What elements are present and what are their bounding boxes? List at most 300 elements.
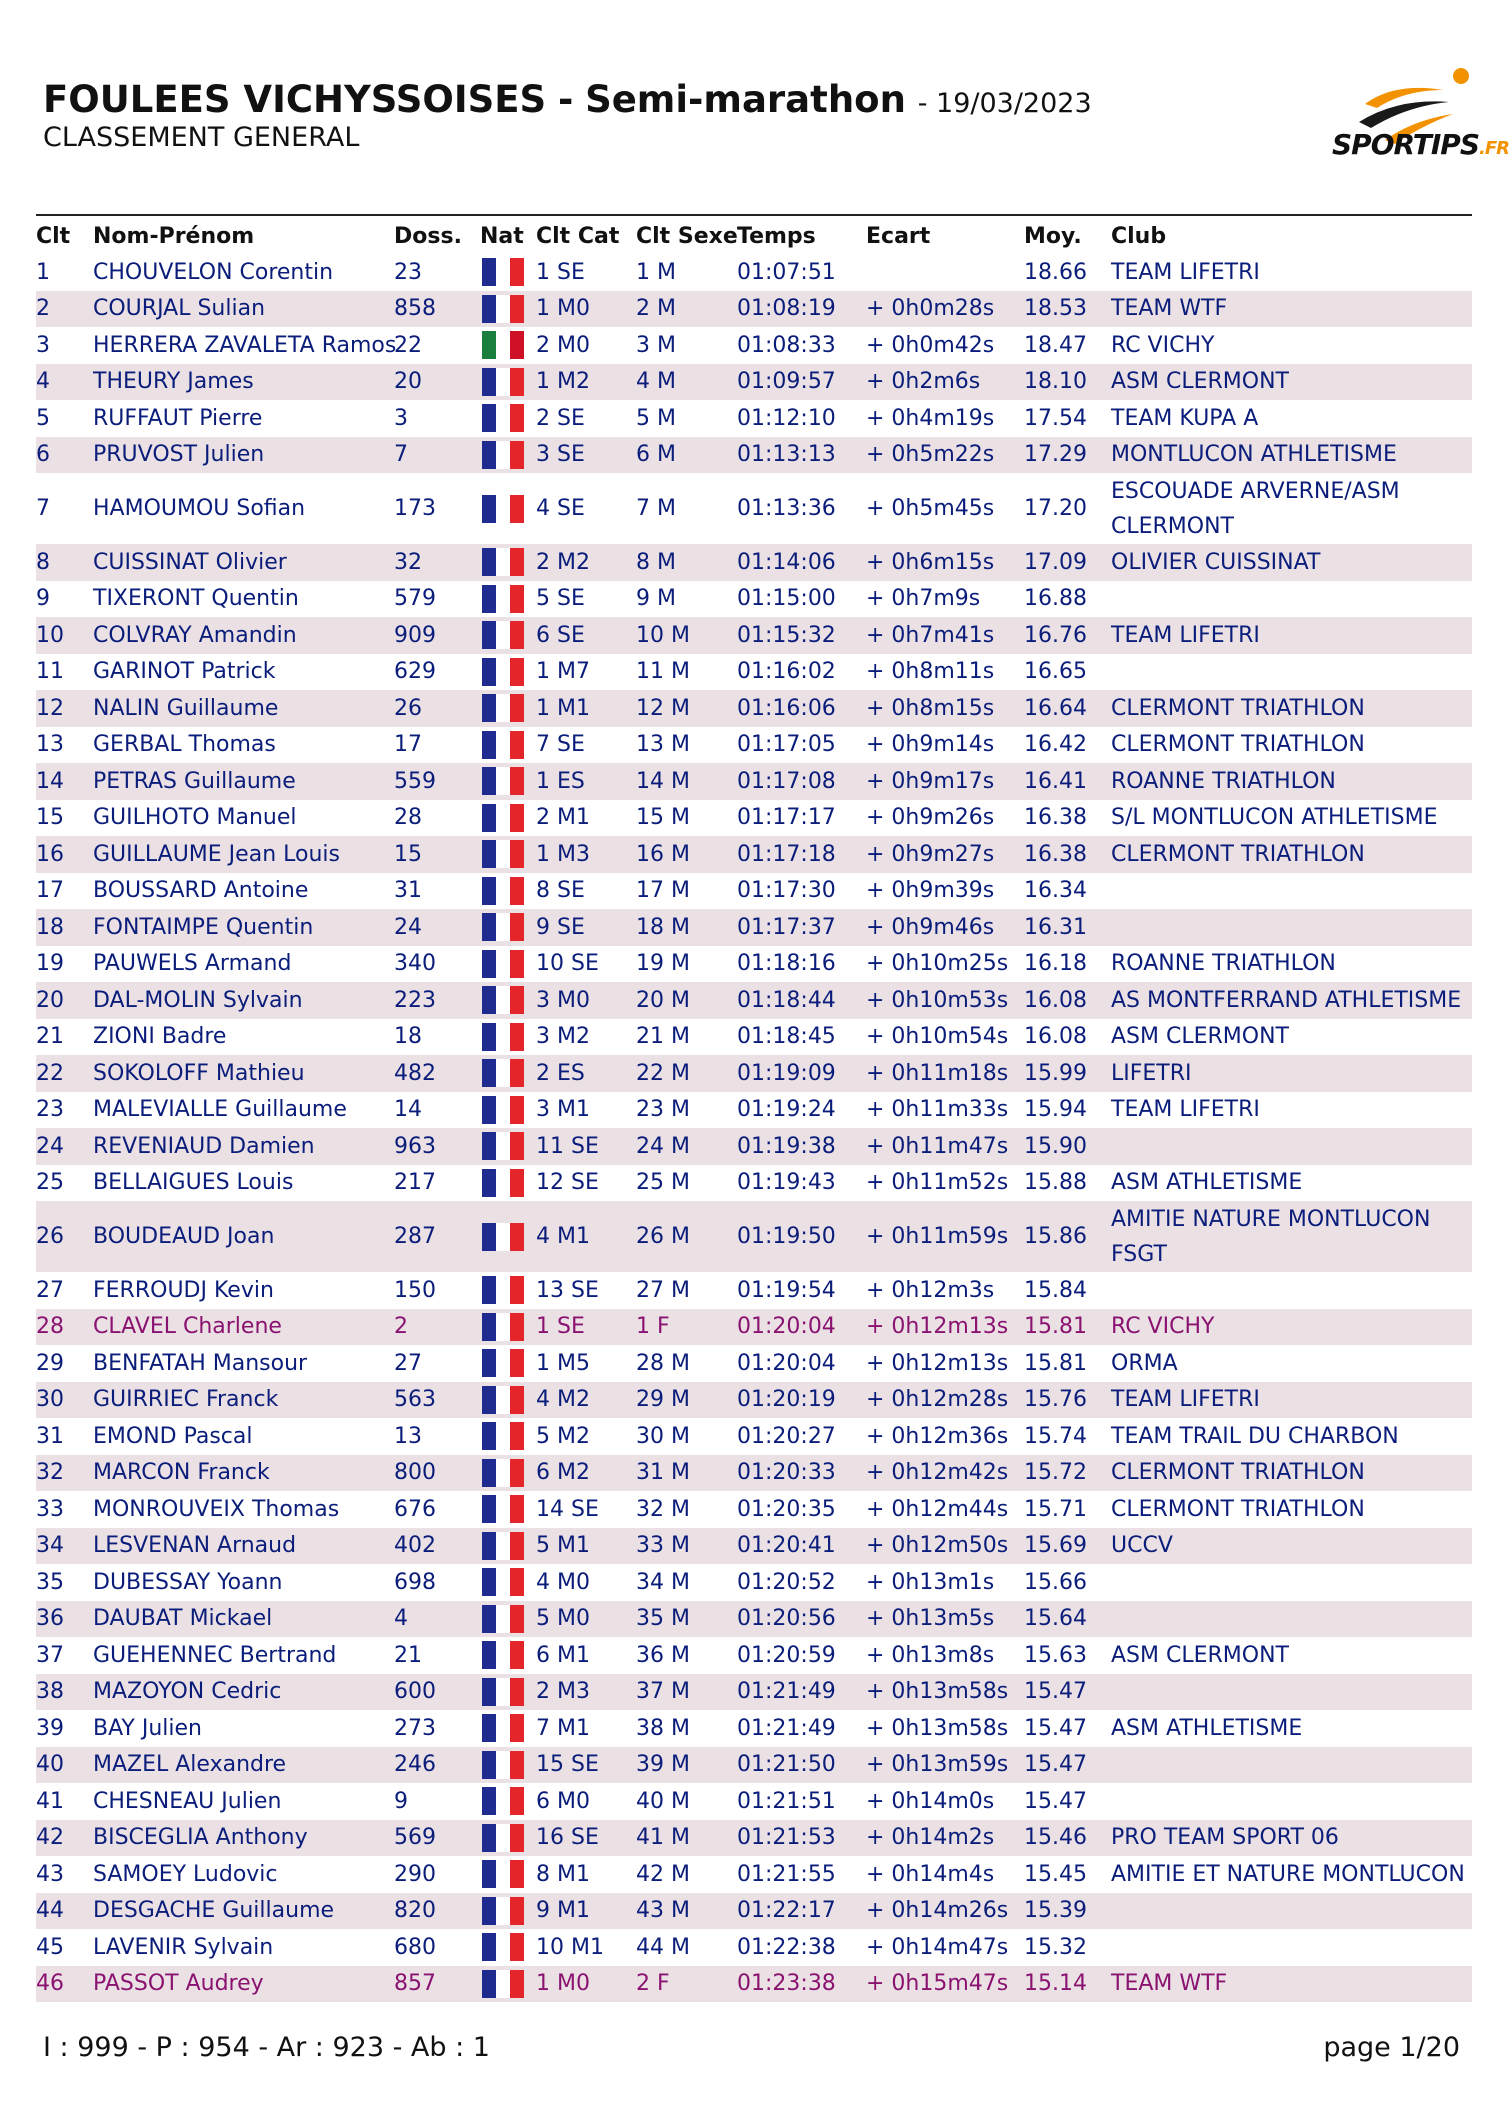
rank-cell: 21 <box>36 1024 64 1050</box>
runner-name: DESGACHE Guillaume <box>93 1893 394 1930</box>
gender-rank: 8 M <box>636 544 737 581</box>
rank-cell: 45 <box>36 1934 64 1960</box>
finish-time: 01:19:50 <box>737 1201 866 1272</box>
runner-name: SOKOLOFF Mathieu <box>93 1055 394 1092</box>
finish-time: 01:22:38 <box>737 1934 836 1960</box>
nationality-flag <box>480 1783 536 1820</box>
runner-name: MAZOYON Cedric <box>93 1674 394 1711</box>
rank-cell: 27 <box>36 1277 64 1303</box>
finish-time: 01:20:41 <box>737 1528 866 1565</box>
average-speed: 16.41 <box>1024 763 1111 800</box>
bib-number: 27 <box>394 1350 422 1376</box>
nationality-flag <box>480 1637 536 1674</box>
category-rank: 3 SE <box>536 437 636 474</box>
nationality-flag <box>480 1055 536 1092</box>
race-stats: I : 999 - P : 954 - Ar : 923 - Ab : 1 <box>43 2032 490 2063</box>
average-speed: 15.86 <box>1024 1201 1111 1272</box>
bib-number: 15 <box>394 836 480 873</box>
category-rank: 2 M2 <box>536 544 636 581</box>
category-rank: 14 SE <box>536 1496 599 1522</box>
category-rank: 1 SE <box>536 259 585 285</box>
bib-number: 680 <box>394 1934 436 1960</box>
time-gap: + 0h14m26s <box>866 1893 1024 1930</box>
average-speed: 16.65 <box>1024 659 1087 685</box>
rank-cell: 10 <box>36 617 93 654</box>
col-temps: Temps <box>737 223 816 249</box>
gender-rank: 13 M <box>636 732 690 758</box>
time-gap: + 0h13m58s <box>866 1674 1024 1711</box>
table-row <box>36 654 1472 691</box>
title-separator: - <box>557 78 574 121</box>
finish-time: 01:09:57 <box>737 364 866 401</box>
bib-number: 402 <box>394 1528 480 1565</box>
rank-cell: 24 <box>36 1128 93 1165</box>
nationality-flag <box>480 836 536 873</box>
time-gap: + 0h15m47s <box>866 1966 1024 2003</box>
club-name: CLERMONT TRIATHLON <box>1111 732 1365 758</box>
nationality-flag <box>480 1455 536 1492</box>
logo-suffix: .FR <box>1479 138 1509 159</box>
runner-name: COLVRAY Amandin <box>93 617 394 654</box>
category-rank: 7 M1 <box>536 1715 590 1741</box>
nationality-flag <box>480 909 536 946</box>
table-row <box>36 1564 1472 1601</box>
rank-cell: 14 <box>36 763 93 800</box>
category-rank: 5 SE <box>536 586 585 612</box>
bib-number: 698 <box>394 1569 436 1595</box>
category-rank: 2 M3 <box>536 1674 636 1711</box>
club-name <box>1111 1783 1472 1820</box>
col-sexe: Clt Sexe <box>636 223 738 249</box>
table-row <box>36 364 1472 401</box>
nationality-flag <box>480 1601 536 1638</box>
gender-rank: 7 M <box>636 496 676 521</box>
gender-rank: 5 M <box>636 405 676 431</box>
average-speed: 15.32 <box>1024 1934 1087 1960</box>
club-name: TEAM WTF <box>1111 291 1472 328</box>
average-speed: 16.31 <box>1024 909 1111 946</box>
france-flag-icon <box>482 1933 524 1961</box>
time-gap: + 0h13m8s <box>866 1642 995 1668</box>
category-rank: 7 SE <box>536 732 585 758</box>
category-rank: 10 M1 <box>536 1934 604 1960</box>
runner-name: LAVENIR Sylvain <box>93 1934 274 1960</box>
finish-time: 01:08:19 <box>737 291 866 328</box>
time-gap: + 0h14m0s <box>866 1788 995 1814</box>
runner-name: BOUDEAUD Joan <box>93 1201 394 1272</box>
col-club: Club <box>1111 223 1167 249</box>
gender-rank: 10 M <box>636 617 737 654</box>
average-speed: 16.76 <box>1024 617 1111 654</box>
bib-number: 482 <box>394 1055 480 1092</box>
club-name: ASM CLERMONT <box>1111 1024 1289 1050</box>
gender-rank: 29 M <box>636 1382 737 1419</box>
rank-cell: 38 <box>36 1674 93 1711</box>
gender-rank: 31 M <box>636 1455 737 1492</box>
gender-rank: 19 M <box>636 951 690 977</box>
category-rank: 6 M1 <box>536 1642 590 1668</box>
bib-number: 629 <box>394 659 436 685</box>
average-speed: 16.08 <box>1024 982 1111 1019</box>
table-row <box>36 473 1472 544</box>
france-flag-icon <box>482 1970 524 1998</box>
gender-rank: 4 M <box>636 364 737 401</box>
table-row <box>36 1309 1472 1346</box>
rank-cell: 44 <box>36 1893 93 1930</box>
france-flag-icon <box>482 1751 524 1779</box>
finish-time: 01:19:09 <box>737 1055 866 1092</box>
nationality-flag <box>480 1309 536 1346</box>
bib-number: 3 <box>394 405 408 431</box>
category-rank: 1 M2 <box>536 364 636 401</box>
rank-cell: 13 <box>36 732 64 758</box>
france-flag-icon <box>482 1605 524 1633</box>
france-flag-icon <box>482 1568 524 1596</box>
nationality-flag <box>480 254 536 291</box>
gender-rank: 36 M <box>636 1642 690 1668</box>
club-name: OLIVIER CUISSINAT <box>1111 544 1472 581</box>
runner-name: THEURY James <box>93 364 394 401</box>
finish-time: 01:21:49 <box>737 1674 866 1711</box>
france-flag-icon <box>482 694 524 722</box>
average-speed: 15.39 <box>1024 1893 1111 1930</box>
average-speed: 15.88 <box>1024 1170 1087 1196</box>
gender-rank: 33 M <box>636 1528 737 1565</box>
category-rank: 13 SE <box>536 1277 599 1303</box>
club-name <box>1111 581 1472 618</box>
table-row <box>36 1528 1472 1565</box>
results-table <box>36 218 1472 2002</box>
runner-name: GUILHOTO Manuel <box>93 805 297 831</box>
france-flag-icon <box>482 585 524 613</box>
gender-rank: 9 M <box>636 586 676 612</box>
nationality-flag <box>480 1165 536 1202</box>
table-row <box>36 1893 1472 1930</box>
finish-time: 01:19:43 <box>737 1170 836 1196</box>
category-rank: 2 M1 <box>536 805 590 831</box>
france-flag-icon <box>482 1276 524 1304</box>
france-flag-icon <box>482 1096 524 1124</box>
average-speed: 15.90 <box>1024 1128 1111 1165</box>
race-name: Semi-marathon <box>585 78 906 121</box>
club-name: ASM ATHLETISME <box>1111 1170 1303 1196</box>
time-gap: + 0h12m36s <box>866 1423 1009 1449</box>
club-name: TEAM LIFETRI <box>1111 1382 1472 1419</box>
table-row <box>36 1966 1472 2003</box>
category-rank: 1 ES <box>536 763 636 800</box>
average-speed: 15.71 <box>1024 1496 1087 1522</box>
rank-cell: 1 <box>36 259 50 285</box>
bib-number: 9 <box>394 1788 408 1814</box>
rank-cell: 23 <box>36 1097 64 1123</box>
gender-rank: 6 M <box>636 437 737 474</box>
france-flag-icon <box>482 368 524 396</box>
average-speed: 15.47 <box>1024 1788 1087 1814</box>
france-flag-icon <box>482 913 524 941</box>
nationality-flag <box>480 400 536 437</box>
gender-rank: 1 M <box>636 259 676 285</box>
france-flag-icon <box>482 950 524 978</box>
nationality-flag <box>480 1128 536 1165</box>
club-name: ROANNE TRIATHLON <box>1111 763 1472 800</box>
club-name <box>1111 1747 1472 1784</box>
table-row <box>36 1783 1472 1820</box>
rank-cell: 12 <box>36 690 93 727</box>
france-flag-icon <box>482 658 524 686</box>
col-moy: Moy. <box>1024 223 1082 249</box>
average-speed: 15.63 <box>1024 1642 1087 1668</box>
club-name <box>1111 909 1472 946</box>
runner-name: PASSOT Audrey <box>93 1966 394 2003</box>
club-name: TEAM KUPA A <box>1111 405 1259 431</box>
time-gap: + 0h2m6s <box>866 364 1024 401</box>
club-name: MONTLUCON ATHLETISME <box>1111 437 1472 474</box>
category-rank: 1 M7 <box>536 659 590 685</box>
rank-cell: 11 <box>36 659 64 685</box>
category-rank: 1 SE <box>536 1309 636 1346</box>
category-rank: 11 SE <box>536 1128 636 1165</box>
rank-cell: 37 <box>36 1642 64 1668</box>
gender-rank: 30 M <box>636 1423 690 1449</box>
club-name: TEAM LIFETRI <box>1111 1097 1260 1123</box>
rank-cell: 3 <box>36 332 50 358</box>
table-row <box>36 291 1472 328</box>
france-flag-icon <box>482 1897 524 1925</box>
france-flag-icon <box>482 621 524 649</box>
category-rank: 3 M1 <box>536 1097 590 1123</box>
france-flag-icon <box>482 1349 524 1377</box>
club-name: TEAM LIFETRI <box>1111 259 1260 285</box>
average-speed: 16.18 <box>1024 951 1087 977</box>
col-nat: Nat <box>480 223 524 249</box>
runner-name: CUISSINAT Olivier <box>93 544 394 581</box>
runner-name: RUFFAUT Pierre <box>93 405 263 431</box>
bib-number: 857 <box>394 1966 480 2003</box>
rank-cell: 25 <box>36 1170 64 1196</box>
table-row <box>36 800 1472 837</box>
club-name: ASM ATHLETISME <box>1111 1715 1303 1741</box>
category-rank: 4 SE <box>536 496 585 521</box>
runner-name: EMOND Pascal <box>93 1423 253 1449</box>
runner-name: HAMOUMOU Sofian <box>93 496 306 521</box>
france-flag-icon <box>482 840 524 868</box>
runner-name: MARCON Franck <box>93 1455 394 1492</box>
france-flag-icon <box>482 495 524 523</box>
average-speed: 15.99 <box>1024 1055 1111 1092</box>
club-name: ROANNE TRIATHLON <box>1111 951 1336 977</box>
rank-cell: 40 <box>36 1747 93 1784</box>
gender-rank: 16 M <box>636 836 737 873</box>
table-row <box>36 1201 1472 1272</box>
category-rank: 6 M0 <box>536 1788 590 1814</box>
average-speed: 16.08 <box>1024 1024 1087 1050</box>
gender-rank: 18 M <box>636 909 737 946</box>
time-gap: + 0h14m4s <box>866 1861 995 1887</box>
finish-time: 01:18:16 <box>737 951 836 977</box>
club-name: RC VICHY <box>1111 1309 1472 1346</box>
category-rank: 8 SE <box>536 878 585 904</box>
table-row <box>36 1455 1472 1492</box>
average-speed: 15.69 <box>1024 1528 1111 1565</box>
finish-time: 01:21:55 <box>737 1861 836 1887</box>
average-speed: 15.45 <box>1024 1861 1087 1887</box>
gender-rank: 14 M <box>636 763 737 800</box>
time-gap: + 0h8m15s <box>866 690 1024 727</box>
finish-time: 01:13:13 <box>737 437 866 474</box>
table-row <box>36 400 1472 437</box>
table-row <box>36 254 1472 291</box>
runner-name: DAUBAT Mickael <box>93 1601 394 1638</box>
table-row <box>36 1272 1472 1309</box>
runner-name: PETRAS Guillaume <box>93 763 394 800</box>
table-row <box>36 1418 1472 1455</box>
finish-time: 01:20:56 <box>737 1601 866 1638</box>
bib-number: 858 <box>394 291 480 328</box>
gender-rank: 40 M <box>636 1788 690 1814</box>
france-flag-icon <box>482 1860 524 1888</box>
club-name: CLERMONT TRIATHLON <box>1111 690 1472 727</box>
rank-cell: 9 <box>36 586 50 612</box>
club-name <box>1111 1929 1472 1966</box>
gender-rank: 20 M <box>636 982 737 1019</box>
gender-rank: 21 M <box>636 1024 690 1050</box>
average-speed: 15.47 <box>1024 1747 1111 1784</box>
table-row <box>36 327 1472 364</box>
time-gap: + 0h8m11s <box>866 659 995 685</box>
bib-number: 24 <box>394 909 480 946</box>
nationality-flag <box>480 982 536 1019</box>
club-name: TEAM LIFETRI <box>1111 617 1472 654</box>
table-row <box>36 873 1472 910</box>
france-flag-icon <box>482 1313 524 1341</box>
finish-time: 01:08:33 <box>737 332 836 358</box>
time-gap: + 0h4m19s <box>866 405 995 431</box>
bib-number: 17 <box>394 732 422 758</box>
rank-cell: 5 <box>36 405 50 431</box>
col-cat: Clt Cat <box>536 223 620 249</box>
finish-time: 01:07:51 <box>737 259 836 285</box>
runner-name: COURJAL Sulian <box>93 291 394 328</box>
france-flag-icon <box>482 1641 524 1669</box>
rank-cell: 41 <box>36 1788 64 1814</box>
bib-number: 23 <box>394 259 422 285</box>
club-name <box>1111 873 1472 910</box>
category-rank: 2 SE <box>536 405 585 431</box>
table-row <box>36 1491 1472 1528</box>
club-name <box>1111 1128 1472 1165</box>
runner-name: GUEHENNEC Bertrand <box>93 1642 337 1668</box>
table-row <box>36 1128 1472 1165</box>
bib-number: 290 <box>394 1861 436 1887</box>
time-gap: + 0h11m52s <box>866 1170 1009 1196</box>
finish-time: 01:16:06 <box>737 690 866 727</box>
bib-number: 14 <box>394 1097 422 1123</box>
bib-number: 273 <box>394 1715 436 1741</box>
category-rank: 1 M3 <box>536 836 636 873</box>
runner-name: CLAVEL Charlene <box>93 1309 394 1346</box>
average-speed: 16.64 <box>1024 690 1111 727</box>
bib-number: 32 <box>394 544 480 581</box>
finish-time: 01:21:53 <box>737 1820 866 1857</box>
finish-time: 01:21:50 <box>737 1747 866 1784</box>
france-flag-icon <box>482 404 524 432</box>
header-divider <box>36 214 1472 216</box>
finish-time: 01:20:04 <box>737 1309 866 1346</box>
time-gap: + 0h12m44s <box>866 1496 1009 1522</box>
time-gap: + 0h13m59s <box>866 1747 1024 1784</box>
runner-name: GUIRRIEC Franck <box>93 1382 394 1419</box>
finish-time: 01:13:36 <box>737 496 836 521</box>
france-flag-icon <box>482 767 524 795</box>
club-name: CLERMONT TRIATHLON <box>1111 1455 1472 1492</box>
nationality-flag <box>480 1856 536 1893</box>
time-gap <box>866 254 1024 291</box>
nationality-flag <box>480 327 536 364</box>
gender-rank: 41 M <box>636 1820 737 1857</box>
finish-time: 01:23:38 <box>737 1966 866 2003</box>
gender-rank: 28 M <box>636 1350 690 1376</box>
bib-number: 223 <box>394 982 480 1019</box>
gender-rank: 35 M <box>636 1601 737 1638</box>
table-row <box>36 1856 1472 1893</box>
rank-cell: 20 <box>36 982 93 1019</box>
rank-cell: 33 <box>36 1496 64 1522</box>
average-speed: 17.54 <box>1024 405 1087 431</box>
time-gap: + 0h10m54s <box>866 1024 1009 1050</box>
nationality-flag <box>480 1710 536 1747</box>
time-gap: + 0h13m58s <box>866 1715 1009 1741</box>
finish-time: 01:18:44 <box>737 982 866 1019</box>
finish-time: 01:17:08 <box>737 763 866 800</box>
average-speed: 15.72 <box>1024 1455 1111 1492</box>
rank-cell: 30 <box>36 1382 93 1419</box>
col-name: Nom-Prénom <box>93 223 255 249</box>
average-speed: 15.76 <box>1024 1382 1111 1419</box>
category-rank: 10 SE <box>536 951 599 977</box>
gender-rank: 24 M <box>636 1128 737 1165</box>
runner-name: HERRERA ZAVALETA Ramos <box>93 332 397 358</box>
bib-number: 559 <box>394 763 480 800</box>
rank-cell: 2 <box>36 291 93 328</box>
france-flag-icon <box>482 1169 524 1197</box>
rank-cell: 35 <box>36 1569 64 1595</box>
rank-cell: 26 <box>36 1201 93 1272</box>
gender-rank: 3 M <box>636 332 676 358</box>
time-gap: + 0h12m13s <box>866 1350 1009 1376</box>
time-gap: + 0h12m28s <box>866 1382 1024 1419</box>
event-name: FOULEES VICHYSSOISES <box>43 78 547 121</box>
runner-name: BOUSSARD Antoine <box>93 878 309 904</box>
average-speed: 15.94 <box>1024 1097 1087 1123</box>
category-rank: 1 M0 <box>536 1966 636 2003</box>
table-row <box>36 1674 1472 1711</box>
table-row <box>36 763 1472 800</box>
france-flag-icon <box>482 1495 524 1523</box>
bib-number: 4 <box>394 1601 480 1638</box>
bib-number: 28 <box>394 805 422 831</box>
table-row <box>36 544 1472 581</box>
finish-time: 01:12:10 <box>737 405 836 431</box>
bib-number: 18 <box>394 1024 422 1050</box>
table-row <box>36 1092 1472 1129</box>
average-speed: 15.47 <box>1024 1674 1111 1711</box>
time-gap: + 0h10m53s <box>866 982 1024 1019</box>
average-speed: 16.34 <box>1024 878 1087 904</box>
rank-cell: 42 <box>36 1820 93 1857</box>
finish-time: 01:20:27 <box>737 1423 836 1449</box>
category-rank: 6 SE <box>536 617 636 654</box>
club-name: AMITIE ET NATURE MONTLUCON <box>1111 1861 1465 1887</box>
